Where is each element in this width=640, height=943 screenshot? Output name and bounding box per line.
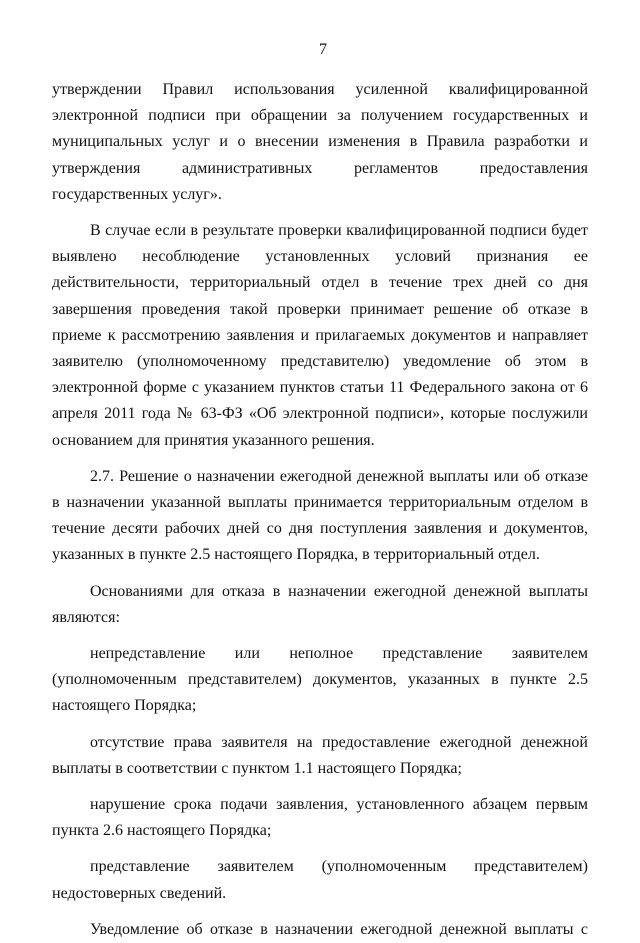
list-item-no-right: отсутствие права заявителя на предоставление ежегодной денежной выплаты в соответствии с пунктом 1.1 настоящего Порядка; <box>52 733 588 777</box>
list-item-missing-documents: непредставление или неполное представление заявителем (уполномоченным представителем) документов, указанных в пункте 2.5 настоящего Порядка; <box>52 645 588 715</box>
list-item-false-information: представление заявителем (уполномоченным представителем) недостоверных сведений. <box>52 858 588 902</box>
paragraph-refusal-notice: Уведомление об отказе в назначении ежегодной денежной выплаты с <box>90 920 588 938</box>
list-item-deadline-violation: нарушение срока подачи заявления, установленного абзацем первым пункта 2.6 настоящего Порядка; <box>52 796 588 840</box>
paragraph-signature-check: В случае если в результате проверки квалифицированной подписи будет выявлено несоблюдение установленных условий признания ее действительности, территориальный отдел в течение трех дней со дня завершения проведения такой проверки принимает решение об отказе в приеме к рассмотрению заявления и прилагаемых документов и направляет заявителю (уполномоченному представителю) уведомление об этом в электронной форме с указанием пунктов статьи 11 Федерального закона от 6 апреля 2011 года № 63-ФЗ «Об электронной подписи», которые послужили основанием для принятия указанного решения. <box>52 222 588 449</box>
paragraph-decision-2-7: 2.7. Решение о назначении ежегодной денежной выплаты или об отказе в назначении указанной выплаты принимается территориальным отделом в течение десяти рабочих дней со дня поступления заявления и документов, указанных в пункте 2.5 настоящего Порядка, в территориальный отдел. <box>52 467 588 564</box>
paragraph-continuation: утверждении Правил использования усиленной квалифицированной электронной подписи при обращении за получением государственных и муниципальных услуг и о внесении изменения в Правила разработки и утверждения административных регламентов предоставления государственных услуг». <box>52 81 588 203</box>
paragraph-refusal-grounds: Основаниями для отказа в назначении ежегодной денежной выплаты являются: <box>52 582 588 626</box>
page-number: 7 <box>319 41 327 58</box>
